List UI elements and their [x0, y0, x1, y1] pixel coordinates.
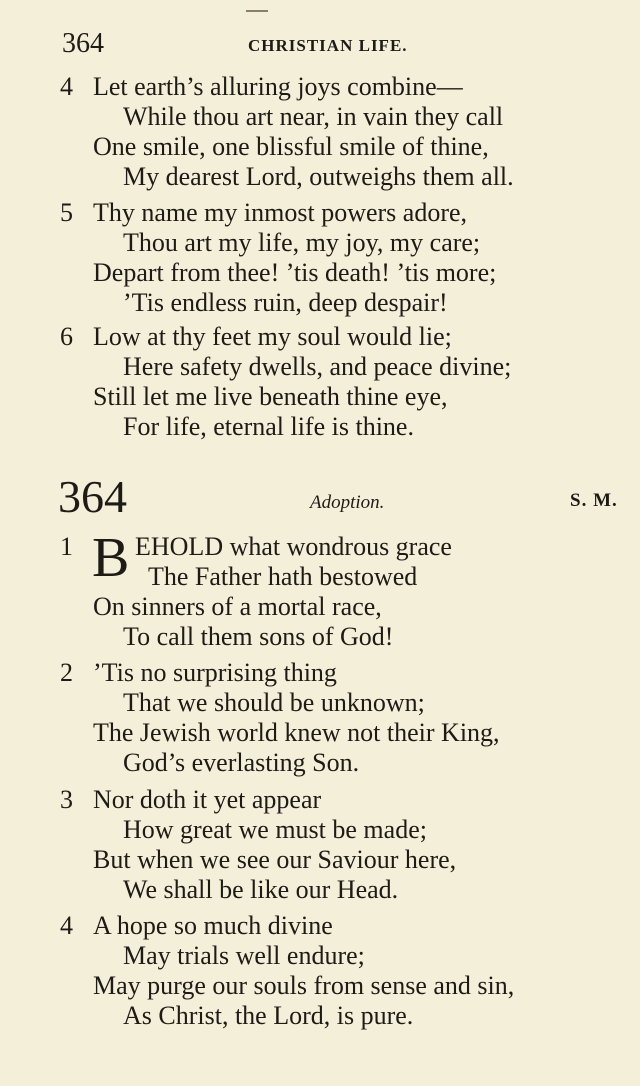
- verse-line: How great we must be made;: [123, 815, 427, 844]
- verse-line: My dearest Lord, outweighs them all.: [123, 162, 514, 191]
- verse-line: The Jewish world knew not their King,: [93, 718, 500, 747]
- verse-line: EHOLD what wondrous grace: [135, 532, 452, 561]
- verse-line: God’s everlasting Son.: [123, 748, 360, 777]
- verse-line: Low at thy feet my soul would lie;: [93, 322, 452, 351]
- stanza-number: 4: [60, 72, 73, 101]
- verse-line: Depart from thee! ’tis death! ’tis more;: [93, 258, 497, 287]
- hymn-title: Adoption.: [310, 492, 385, 513]
- stanza-number: 2: [60, 658, 73, 687]
- stanza-number: 1: [60, 532, 73, 561]
- verse-line: While thou art near, in vain they call: [123, 102, 504, 131]
- stanza-number: 6: [60, 322, 73, 351]
- verse-line: Here safety dwells, and peace divine;: [123, 352, 512, 381]
- stanza-number: 3: [60, 785, 73, 814]
- verse-line: Let earth’s alluring joys combine—: [93, 72, 463, 101]
- verse-line: To call them sons of God!: [123, 622, 394, 651]
- verse-line: Thou art my life, my joy, my care;: [123, 228, 481, 257]
- top-rule: [246, 10, 268, 12]
- verse-line: Nor doth it yet appear: [93, 785, 322, 814]
- verse-line: As Christ, the Lord, is pure.: [123, 1001, 414, 1030]
- verse-line: May trials well endure;: [123, 941, 365, 970]
- section-title: CHRISTIAN LIFE.: [248, 36, 408, 55]
- verse-line: Still let me live beneath thine eye,: [93, 382, 448, 411]
- hymn-number: 364: [58, 471, 127, 522]
- verse-line: Thy name my inmost powers adore,: [93, 198, 468, 227]
- running-head: [0, 28, 640, 64]
- verse-line: May purge our souls from sense and sin,: [93, 971, 515, 1000]
- hymn-heading: [0, 470, 640, 520]
- verse-line: One smile, one blissful smile of thine,: [93, 132, 489, 161]
- verse-line: For life, eternal life is thine.: [123, 412, 414, 441]
- verse-line: ’Tis no surprising thing: [93, 658, 337, 687]
- page-number: 364: [62, 28, 104, 59]
- stanza-number: 5: [60, 198, 73, 227]
- verse-line: ’Tis endless ruin, deep despair!: [123, 288, 448, 317]
- verse-line: A hope so much divine: [93, 911, 333, 940]
- verse-line: That we should be unknown;: [123, 688, 425, 717]
- verse-line: The Father hath bestowed: [148, 562, 418, 591]
- verse-line: On sinners of a mortal race,: [93, 592, 382, 621]
- hymn-meter: S. M.: [570, 490, 618, 511]
- drop-cap: B: [92, 527, 130, 589]
- verse-line: But when we see our Saviour here,: [93, 845, 457, 874]
- verse-line: We shall be like our Head.: [123, 875, 399, 904]
- stanza-number: 4: [60, 911, 73, 940]
